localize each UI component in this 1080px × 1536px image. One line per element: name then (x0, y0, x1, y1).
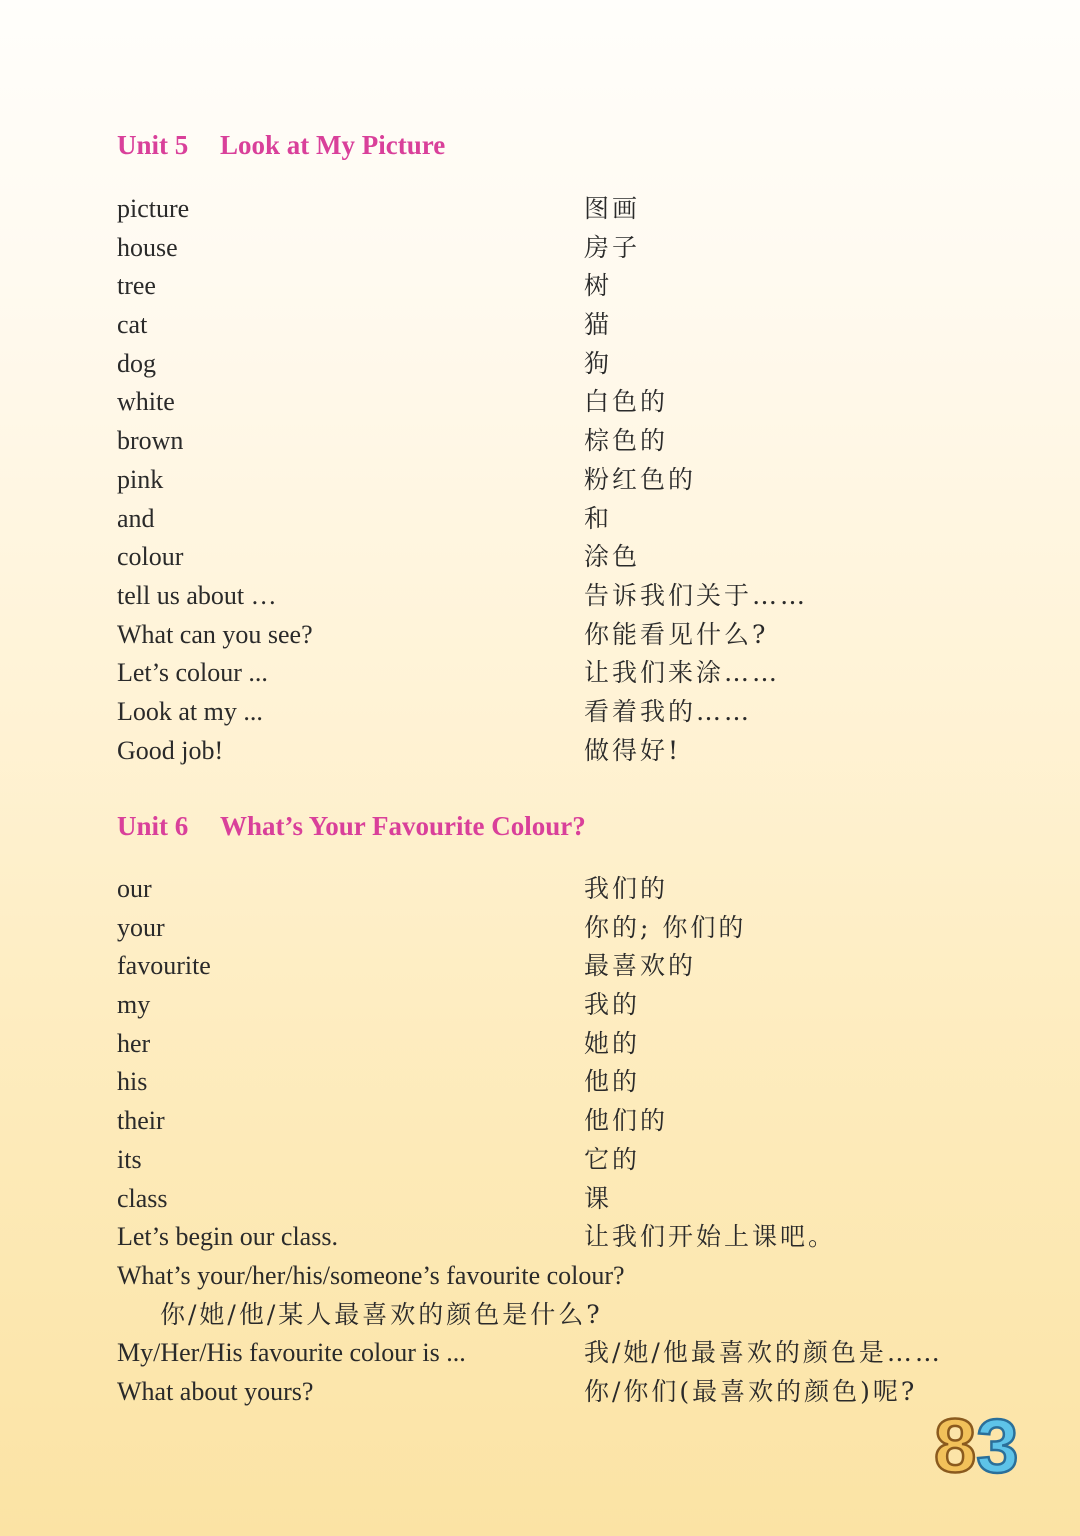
vocab-row (0, 232, 1080, 271)
chinese-term: 我/她/他最喜欢的颜色是…… (584, 1338, 943, 1368)
chinese-term: 你的; 你们的 (584, 912, 747, 942)
english-term: her (117, 1028, 151, 1058)
english-term: tree (117, 271, 156, 301)
unit6-heading (117, 811, 586, 842)
english-term: and (117, 503, 155, 533)
english-term: tell us about … (117, 580, 277, 610)
chinese-term: 你能看见什么? (584, 619, 769, 649)
chinese-term: 它的 (584, 1144, 641, 1174)
english-term: Look at my ... (117, 696, 263, 726)
chinese-term: 我的 (584, 990, 641, 1020)
vocab-row (0, 425, 1080, 464)
chinese-term: 白色的 (584, 387, 669, 417)
vocab-row (0, 1260, 1080, 1299)
vocab-row (0, 541, 1080, 580)
chinese-term: 涂色 (584, 542, 641, 572)
unit5-heading (117, 130, 445, 161)
vocab-row (0, 1183, 1080, 1222)
unit6-title: What’s Your Favourite Colour? (220, 811, 586, 841)
english-term: dog (117, 348, 156, 378)
vocab-row (0, 580, 1080, 619)
english-term: your (117, 912, 165, 942)
chinese-term: 图画 (584, 194, 641, 223)
english-term: cat (117, 310, 148, 340)
english-term: My/Her/His favourite colour is ... (117, 1338, 466, 1368)
english-term: our (117, 874, 152, 903)
vocab-row (0, 193, 1080, 232)
vocab-row (0, 1028, 1080, 1067)
chinese-term: 看着我的…… (584, 696, 753, 726)
page-number-digit: 8 (934, 1404, 977, 1482)
chinese-term: 树 (584, 271, 613, 301)
vocab-row (0, 1221, 1080, 1260)
page-number (932, 1402, 1028, 1482)
chinese-term: 他们的 (584, 1106, 669, 1136)
chinese-term: 和 (584, 503, 613, 533)
chinese-term: 最喜欢的 (584, 951, 697, 981)
vocab-row (0, 619, 1080, 658)
english-term: class (117, 1183, 168, 1213)
chinese-term: 你/你们(最喜欢的颜色)呢? (584, 1376, 918, 1406)
chinese-term: 告诉我们关于…… (584, 580, 809, 610)
vocab-row (0, 989, 1080, 1028)
vocab-row (0, 735, 1080, 774)
english-term: brown (117, 426, 184, 456)
english-term: Let’s colour ... (117, 658, 268, 688)
chinese-term: 做得好! (584, 735, 682, 765)
vocab-row (0, 1105, 1080, 1144)
vocab-row (0, 1299, 1080, 1338)
english-term: house (117, 232, 178, 262)
page-number-text (934, 1404, 1019, 1482)
english-term: its (117, 1144, 142, 1174)
page-number-digit: 3 (976, 1404, 1019, 1482)
chinese-term: 粉红色的 (584, 464, 697, 494)
chinese-term: 他的 (584, 1067, 641, 1097)
unit6-number: Unit 6 (117, 811, 189, 841)
english-term: their (117, 1106, 165, 1136)
english-term: white (117, 387, 175, 417)
vocab-row (0, 1376, 1080, 1415)
english-term: colour (117, 542, 184, 572)
unit5-title: Look at My Picture (220, 130, 446, 160)
vocab-row (0, 657, 1080, 696)
english-term: Good job! (117, 735, 224, 765)
chinese-term: 猫 (584, 310, 613, 340)
vocab-row (0, 386, 1080, 425)
english-term: picture (117, 194, 190, 223)
english-term: my (117, 990, 151, 1020)
vocab-row (0, 950, 1080, 989)
chinese-term: 让我们开始上课吧。 (584, 1222, 837, 1252)
unit5-word-list (0, 193, 1080, 773)
vocab-row (0, 503, 1080, 542)
english-term: favourite (117, 951, 211, 981)
vocab-row (0, 1144, 1080, 1183)
chinese-term: 狗 (584, 348, 613, 378)
chinese-term: 房子 (584, 232, 641, 262)
english-term: What’s your/her/his/someone’s favourite colour? (117, 1260, 625, 1290)
vocab-row (0, 912, 1080, 951)
vocab-row (0, 873, 1080, 912)
vocab-row (0, 348, 1080, 387)
chinese-term: 你/她/他/某人最喜欢的颜色是什么? (160, 1299, 603, 1329)
english-term: pink (117, 464, 164, 494)
vocab-row (0, 1066, 1080, 1105)
english-term: Let’s begin our class. (117, 1222, 338, 1252)
unit6-word-list (0, 873, 1080, 1415)
vocab-row (0, 464, 1080, 503)
chinese-term: 棕色的 (584, 426, 669, 456)
chinese-term: 她的 (584, 1028, 641, 1058)
vocab-row (0, 309, 1080, 348)
english-term: his (117, 1067, 148, 1097)
vocab-row (0, 1337, 1080, 1376)
chinese-term: 课 (584, 1183, 613, 1213)
unit5-number: Unit 5 (117, 130, 189, 160)
chinese-term: 让我们来涂…… (584, 658, 781, 688)
english-term: What can you see? (117, 619, 313, 649)
vocab-row (0, 696, 1080, 735)
english-term: What about yours? (117, 1376, 314, 1406)
chinese-term: 我们的 (584, 874, 669, 903)
vocab-row (0, 270, 1080, 309)
